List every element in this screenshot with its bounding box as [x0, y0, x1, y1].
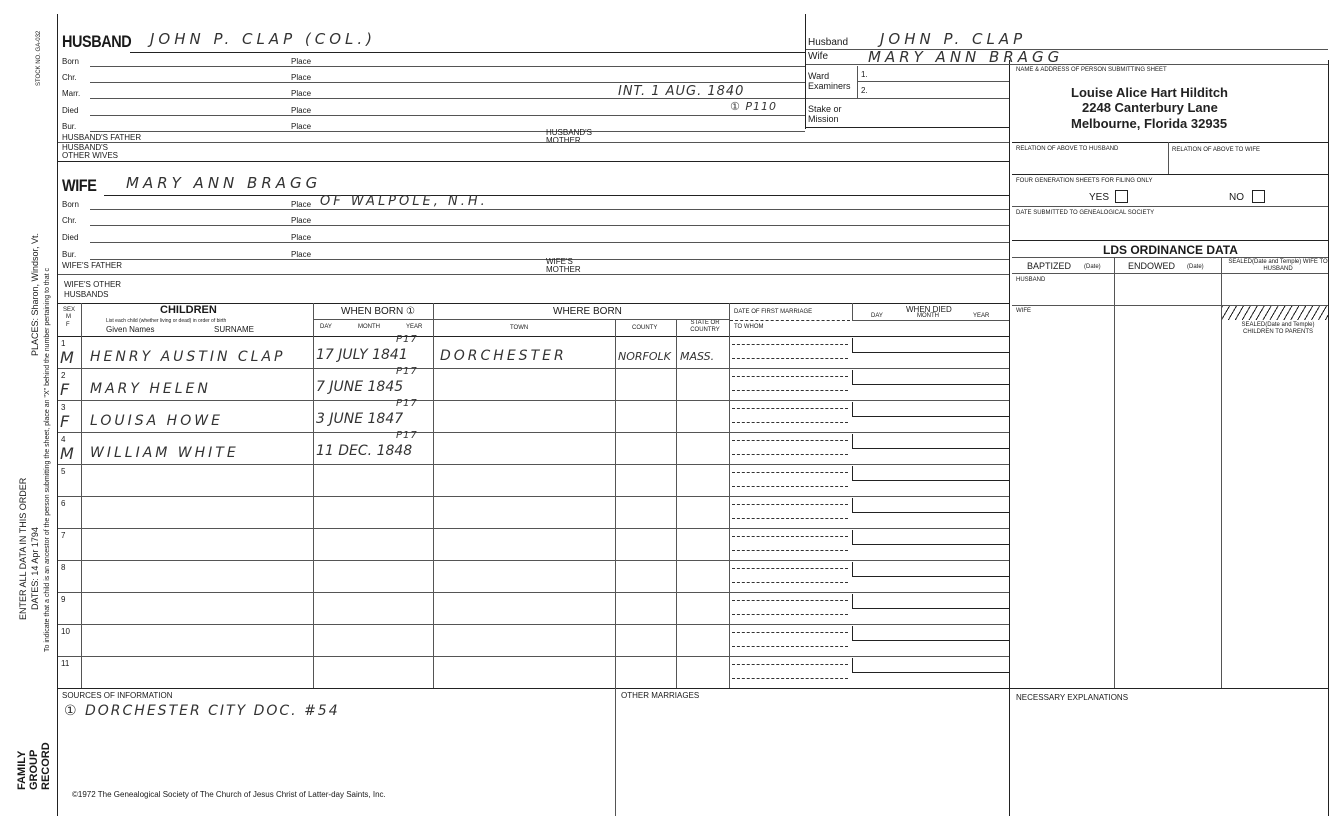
child-born-date: 7 JUNE 1845 — [316, 379, 404, 395]
wife-chr-label: Chr. — [62, 216, 77, 225]
top-wife-line — [806, 64, 1328, 65]
wife-died-label: Died — [62, 233, 79, 242]
died-bracket-top — [852, 608, 1009, 609]
died-bracket-top — [852, 512, 1009, 513]
child-row-line — [58, 496, 1009, 497]
relation-divider — [1168, 142, 1169, 174]
child-row-line — [58, 656, 1009, 657]
marriage-to-whom-dash — [732, 678, 848, 679]
relation-bottom-line — [1012, 174, 1328, 175]
child-number: 8 — [61, 563, 66, 572]
husband-chr-label: Chr. — [62, 73, 77, 82]
marriage-date-dash — [732, 376, 848, 377]
died-bracket-left — [852, 466, 853, 480]
child-number: 2 — [61, 371, 66, 380]
county-col-divider — [676, 319, 677, 688]
died-bracket-top — [852, 384, 1009, 385]
no-checkbox[interactable] — [1252, 190, 1265, 203]
to-whom-label: TO WHOM — [734, 324, 764, 330]
sources-value: ① DORCHESTER CITY DOC. #54 — [64, 703, 340, 719]
child-row-line — [58, 528, 1009, 529]
lds-col-div-2 — [1221, 257, 1222, 689]
husband-heading: HUSBAND — [62, 32, 132, 51]
died-bracket-left — [852, 434, 853, 448]
died-bracket-top — [852, 352, 1009, 353]
lds-hatch — [1222, 306, 1328, 320]
husband-other-wives-label: HUSBAND'S OTHER WIVES — [62, 143, 119, 160]
sex-m-label: M — [66, 314, 71, 320]
submitter-label: NAME & ADDRESS OF PERSON SUBMITTING SHEET — [1016, 67, 1167, 73]
top-wife-value: MARY ANN BRAGG — [868, 48, 1064, 66]
husband-block-right-border — [805, 14, 806, 129]
first-marriage-label: DATE OF FIRST MARRIAGE — [734, 309, 813, 315]
child-page: P17 — [396, 430, 418, 441]
other-marriages-label: OTHER MARRIAGES — [621, 691, 700, 700]
died-bracket-left — [852, 658, 853, 672]
child-row-line — [58, 368, 1009, 369]
examiners-divider — [857, 66, 858, 98]
wife-name-line — [104, 195, 1009, 196]
examiner-1: 1. — [861, 70, 868, 79]
child-number: 10 — [61, 627, 70, 636]
husband-bur-label: Bur. — [62, 122, 77, 131]
children-header-bottom — [58, 336, 1009, 337]
relation-husband-label: RELATION OF ABOVE TO HUSBAND — [1016, 146, 1119, 152]
died-bracket-top — [852, 416, 1009, 417]
husband-mother-label: HUSBAND'S MOTHER — [546, 128, 592, 145]
children-title: CHILDREN — [160, 304, 217, 316]
husband-marr-place-label: Place — [291, 89, 312, 98]
child-sex: F — [60, 412, 70, 431]
died-col-divider — [852, 303, 853, 320]
marriage-to-whom-dash — [732, 454, 848, 455]
child-state: MASS. — [680, 350, 715, 363]
marriage-to-whom-dash — [732, 518, 848, 519]
died-bracket-left — [852, 530, 853, 544]
wife-born-label: Born — [62, 200, 79, 209]
wife-bur-label: Bur. — [62, 250, 77, 259]
children-bottom-line — [58, 688, 1328, 689]
child-born-date: 17 JULY 1841 — [316, 347, 408, 363]
places-note: PLACES: Sharon, Windsor, Vt. — [30, 232, 40, 356]
wife-died-place-label: Place — [291, 233, 312, 242]
husband-father-line — [58, 142, 1009, 143]
children-given-label: Given Names — [106, 325, 155, 334]
died-bracket-left — [852, 370, 853, 384]
died-bracket-left — [852, 562, 853, 576]
child-town: DORCHESTER — [440, 348, 567, 364]
when-died-dash — [730, 320, 850, 321]
examiners-label: Examiners — [808, 81, 851, 91]
child-sex: M — [60, 348, 74, 367]
stock-number: STOCK NO. GA-032 — [36, 30, 42, 86]
lds-baptized-date: (Date) — [1084, 264, 1101, 270]
lds-header-line — [1012, 273, 1328, 274]
child-born-date: 3 JUNE 1847 — [316, 411, 404, 427]
when-born-label: WHEN BORN ① — [341, 306, 415, 317]
wife-born-place-label: Place — [291, 200, 312, 209]
died-bracket-top — [852, 480, 1009, 481]
child-page: P17 — [396, 366, 418, 377]
husband-chr-line — [90, 82, 805, 83]
wife-heading: WIFE — [62, 176, 97, 195]
wife-born-line — [90, 209, 1009, 210]
lds-title-line — [1012, 257, 1328, 258]
died-bracket-left — [852, 594, 853, 608]
wife-chr-line — [90, 225, 1009, 226]
child-row-line — [58, 400, 1009, 401]
four-gen-bottom-line — [1012, 206, 1328, 207]
dates-note: DATES: 14 Apr 1794 — [30, 527, 40, 610]
died-bracket-top — [852, 544, 1009, 545]
ancestor-instruction: To indicate that a child is an ancestor of the person submitting the sheet, place an "X" behind the number pertaining to that c — [44, 268, 51, 652]
family-group-line1: FAMILY — [16, 750, 28, 790]
wife-name: MARY ANN BRAGG — [126, 174, 322, 192]
died-bracket-left — [852, 626, 853, 640]
lds-husband-label: HUSBAND — [1016, 277, 1046, 283]
sources-label: SOURCES OF INFORMATION — [62, 691, 173, 700]
date-submitted-bottom-line — [1012, 240, 1328, 241]
wife-father-line — [58, 274, 1009, 275]
child-number: 9 — [61, 595, 66, 604]
husband-section-bottom — [58, 161, 1009, 162]
child-number: 11 — [61, 659, 70, 668]
husband-marr-place: INT. 1 AUG. 1840 — [618, 84, 745, 99]
children-instruction: List each child (whether living or dead) in order of birth — [106, 318, 227, 324]
wife-father-label: WIFE'S FATHER — [62, 261, 123, 270]
child-number: 5 — [61, 467, 66, 476]
submitter-street: 2248 Canterbury Lane — [1082, 100, 1218, 115]
child-row-line — [58, 464, 1009, 465]
where-born-county: COUNTY — [632, 325, 658, 331]
ward-label: Ward — [808, 71, 830, 81]
husband-chr-place-label: Place — [291, 73, 312, 82]
child-number: 6 — [61, 499, 66, 508]
marriage-date-dash — [732, 664, 848, 665]
children-surname-label: SURNAME — [214, 325, 255, 334]
explanations-label: NECESSARY EXPLANATIONS — [1016, 693, 1129, 702]
yes-checkbox[interactable] — [1115, 190, 1128, 203]
husband-father-label: HUSBAND'S FATHER — [62, 133, 142, 142]
when-born-year: YEAR — [406, 324, 423, 330]
when-died-label: WHEN DIED — [906, 305, 952, 314]
sex-label: SEX — [63, 307, 76, 313]
marriage-date-dash — [732, 632, 848, 633]
sex-f-label: F — [66, 322, 70, 328]
when-died-day: DAY — [871, 313, 883, 319]
when-died-year: YEAR — [973, 313, 990, 319]
child-row-line — [58, 624, 1009, 625]
when-died-subline — [852, 320, 1009, 321]
sources-divider — [615, 688, 616, 816]
child-number: 4 — [61, 435, 66, 444]
husband-marr-label: Marr. — [62, 89, 81, 98]
date-submitted-label: DATE SUBMITTED TO GENEALOGICAL SOCIETY — [1016, 210, 1155, 216]
child-number: 3 — [61, 403, 66, 412]
marriage-date-dash — [732, 440, 848, 441]
died-bracket-top — [852, 448, 1009, 449]
died-bracket-top — [852, 672, 1009, 673]
marriage-to-whom-dash — [732, 646, 848, 647]
child-name: LOUISA HOWE — [90, 413, 223, 429]
child-row-line — [58, 592, 1009, 593]
husband-born-line — [90, 66, 805, 67]
marriage-date-dash — [732, 344, 848, 345]
wife-other-husbands-label: WIFE'S OTHER HUSBANDS — [64, 280, 122, 299]
lds-sealed-wife: SEALED(Date and Temple) WIFE TO HUSBAND — [1228, 259, 1328, 272]
wife-chr-place-label: Place — [291, 216, 312, 225]
marriage-to-whom-dash — [732, 614, 848, 615]
lds-sealed-children: SEALED(Date and Temple) CHILDREN TO PARENTS — [1241, 322, 1315, 335]
child-born-date: 11 DEC. 1848 — [316, 443, 413, 459]
marriage-date-dash — [732, 408, 848, 409]
child-number: 1 — [61, 339, 66, 348]
marriage-to-whom-dash — [732, 550, 848, 551]
child-page: P17 — [396, 398, 418, 409]
wife-mother-label: WIFE'S MOTHER — [546, 257, 581, 274]
where-born-town: TOWN — [510, 325, 529, 331]
died-bracket-left — [852, 402, 853, 416]
husband-bur-line — [90, 131, 805, 132]
died-bracket-left — [852, 338, 853, 352]
form-left-border — [57, 14, 58, 816]
stake-bottom-line — [806, 127, 1009, 128]
lds-title: LDS ORDINANCE DATA — [1103, 243, 1238, 257]
examiner-1-line — [857, 81, 1009, 82]
marriage-to-whom-dash — [732, 390, 848, 391]
examiner-2-line — [806, 98, 1009, 99]
child-sex: M — [60, 444, 74, 463]
husband-died-place-label: Place — [291, 106, 312, 115]
lds-baptized-label: BAPTIZED — [1027, 261, 1072, 271]
when-born-day: DAY — [320, 324, 332, 330]
husband-born-place-label: Place — [291, 57, 312, 66]
lds-endowed-label: ENDOWED — [1128, 261, 1175, 271]
when-died-month: MONTH — [917, 313, 939, 319]
marriage-to-whom-dash — [732, 422, 848, 423]
marriage-date-dash — [732, 504, 848, 505]
examiner-2: 2. — [861, 86, 868, 95]
town-col-divider — [615, 319, 616, 688]
when-born-month: MONTH — [358, 324, 380, 330]
top-husband-value: JOHN P. CLAP — [880, 30, 1027, 48]
child-page: P17 — [396, 334, 418, 345]
child-sex: F — [60, 380, 70, 399]
copyright: ©1972 The Genealogical Society of The Church of Jesus Christ of Latter-day Saints, Inc. — [72, 790, 386, 799]
died-bracket-top — [852, 640, 1009, 641]
marriage-date-dash — [732, 568, 848, 569]
top-husband-label: Husband — [808, 37, 849, 48]
relation-wife-label: RELATION OF ABOVE TO WIFE — [1172, 147, 1261, 153]
child-name: MARY HELEN — [90, 381, 211, 397]
marriage-to-whom-dash — [732, 358, 848, 359]
child-county: NORFOLK — [618, 350, 671, 363]
husband-born-label: Born — [62, 57, 79, 66]
enter-data-note: ENTER ALL DATA IN THIS ORDER — [18, 477, 28, 620]
child-number: 7 — [61, 531, 66, 540]
submitter-name: Louise Alice Hart Hilditch — [1071, 85, 1228, 100]
lds-endowed-date: (Date) — [1187, 264, 1204, 270]
where-born-state: STATE OR COUNTRY — [690, 320, 720, 333]
where-born-subline — [434, 319, 730, 320]
husband-died-label: Died — [62, 106, 79, 115]
marriage-to-whom-dash — [732, 486, 848, 487]
submitter-bottom-line — [1012, 142, 1328, 143]
when-born-subline — [314, 319, 434, 320]
child-row-line — [58, 432, 1009, 433]
lds-wife-label: WIFE — [1016, 308, 1031, 314]
husband-marr-source: ① P110 — [730, 100, 777, 113]
stake-label: Stake or Mission — [808, 104, 842, 124]
family-group-line3: RECORD — [40, 742, 52, 790]
page-right-border — [1328, 60, 1329, 816]
wife-died-line — [90, 242, 1009, 243]
marriage-date-dash — [732, 536, 848, 537]
no-label: NO — [1229, 192, 1244, 203]
wife-born-place: OF WALPOLE, N.H. — [320, 194, 488, 209]
husband-died-line — [90, 115, 805, 116]
marriage-date-dash — [732, 600, 848, 601]
main-right-border — [1009, 60, 1010, 816]
child-row-line — [58, 560, 1009, 561]
marriage-date-dash — [732, 472, 848, 473]
yes-label: YES — [1089, 192, 1110, 203]
lds-col-div-1 — [1114, 257, 1115, 689]
child-name: HENRY AUSTIN CLAP — [90, 349, 286, 365]
child-name: WILLIAM WHITE — [90, 445, 239, 461]
died-bracket-left — [852, 498, 853, 512]
wife-bur-place-label: Place — [291, 250, 312, 259]
top-wife-label: Wife — [808, 51, 828, 62]
marriage-to-whom-dash — [732, 582, 848, 583]
submitter-city: Melbourne, Florida 32935 — [1071, 116, 1228, 131]
four-gen-label: FOUR GENERATION SHEETS FOR FILING ONLY — [1016, 178, 1153, 184]
husband-bur-place-label: Place — [291, 122, 312, 131]
where-born-label: WHERE BORN — [553, 306, 622, 317]
husband-name-line — [130, 52, 805, 53]
died-bracket-top — [852, 576, 1009, 577]
family-group-line2: GROUP — [28, 749, 40, 790]
husband-name: JOHN P. CLAP (COL.) — [150, 30, 377, 48]
